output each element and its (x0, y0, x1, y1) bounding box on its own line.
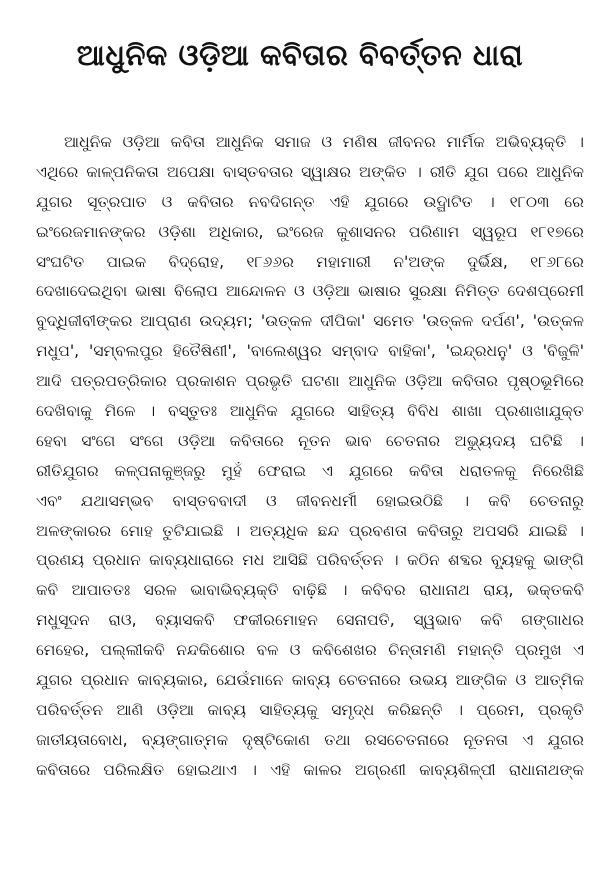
text-line: ବୁଦ୍ଧିଜୀବୀଙ୍କର ଆପ୍ରାଣ ଉଦ୍ୟମ; 'ଉତ୍କଳ ଦୀପିକା' ସମେତ 'ଉତ୍କଳ ଦର୍ପଣ', 'ଉତ୍କଳ (36, 312, 584, 331)
text-line: ଆଦି ପତ୍ରପତ୍ରିକାର ପ୍ରକାଶନ ପ୍ରଭୃତି ଘଟଣା ଆଧୁନିକ ଓଡ଼ିଆ କବିତାର ପୃଷ୍ଠଭୂମିରେ (36, 372, 584, 391)
text-line: ରୀତିଯୁଗର କଳ୍ପନାକୁଞ୍ଜରୁ ମୁହଁ ଫେରାଇ ଏ ଯୁଗରେ କବିତା ଧରାତଳକୁ ନିରେଖିଛି (36, 461, 584, 480)
text-line: ମଧୁସୂଦନ ରାଓ, ବ୍ୟାସକବି ଫକୀରମୋହନ ସେନାପତି, ସ୍ୱଭାବ କବି ଗଙ୍ଗାଧର (36, 611, 584, 630)
text-line: ହେବା ସଂଗେ ସଂଗେ ଓଡ଼ିଆ କବିତାରେ ନୂତନ ଭାବ ଚେତନାର ଅଭ୍ୟୁଦୟ ଘଟିଛି । (36, 431, 584, 450)
text-line: ମଧୁପ', 'ସମ୍ବଲପୁର ହିତୈଷିଣୀ', 'ବାଲେଶ୍ୱର ସମ୍ବାଦ ବାହିକା', 'ଇନ୍ଦ୍ରଧନୁ' ଓ 'ବିଜୁଳି' (36, 342, 584, 361)
text-line: ସଂଘଟିତ ପାଇକ ବିଦ୍ରୋହ, ୧୮୬୬ର ମହାମାରୀ ନ'ଅଙ୍କ ଦୁର୍ଭିକ୍ଷ, ୧୮୬୮ରେ (36, 252, 584, 271)
text-line: ଅଳଙ୍କାରର ମୋହ ତୁଟିଯାଇଛି । ଅତ୍ୟଧିକ ଛନ୍ଦ ପ୍ରବଣତା କବିତାରୁ ଅପସରି ଯାଇଛି । (36, 521, 584, 540)
page-title: ଆଧୁନିକ ଓଡ଼ିଆ କବିତାର ବିବର୍ତ୍ତନ ଧାରା (76, 38, 524, 72)
text-line: କବି ଆପାତତଃ ସରଳ ଭାବାଭିବ୍ୟକ୍ତି ବାଢ଼ିଛି । କବିବର ରାଧାନାଥ ରାୟ, ଭକ୍ତକବି (36, 581, 584, 600)
text-line: ଏଥିରେ କାଳ୍ପନିକତା ଅପେକ୍ଷା ବାସ୍ତବତାର ସ୍ୱାକ୍ଷର ଅଙ୍କିତ । ରୀତି ଯୁଗ ପରେ ଆଧୁନିକ (36, 162, 584, 181)
text-line: ଆଧୁନିକ ଓଡ଼ିଆ କବିତା ଆଧୁନିକ ସମାଜ ଓ ମଣିଷ ଜୀବନର ମାର୍ମିକ ଅଭିବ୍ୟକ୍ତି । (64, 133, 584, 151)
text-line: ଜାତୀୟତାବୋଧ, ବ୍ୟଙ୍ଗାତ୍ମକ ଦୃଷ୍ଟିକୋଣ ତଥା ରସଚେତନାରେ ନୂତନତା ଏ ଯୁଗର (36, 730, 584, 749)
text-line: ଇଂରେଜମାନଙ୍କର ଓଡ଼ିଶା ଅଧିକାର, ଇଂରେଜ କୁଶାସନର ପରିଣାମ ସ୍ୱରୂପ ୧୮୧୭ରେ (36, 222, 584, 241)
text-line: ଦେଖିବାକୁ ମିଳେ । ବସ୍ତୁତଃ ଆଧୁନିକ ଯୁଗରେ ସାହିତ୍ୟ ବିବିଧ ଶାଖା ପ୍ରଶାଖାଯୁକ୍ତ (36, 402, 584, 421)
text-line: ଏବଂ ଯଥାସମ୍ଭବ ବାସ୍ତବବାଦୀ ଓ ଜୀବନଧର୍ମୀ ହୋଇଉଠିଛି । କବି ଚେତନାରୁ (36, 491, 584, 510)
text-line: ଯୁଗର ପ୍ରଧାନ କାବ୍ୟକାର, ଯେଉଁମାନେ କାବ୍ୟ ଚେତନାରେ ଉଭୟ ଆଙ୍ଗିକ ଓ ଆତ୍ମିକ (36, 671, 584, 690)
text-line: ମେହେର, ପଲ୍ଲୀକବି ନନ୍ଦକିଶୋର ବଳ ଓ କବିଶେଖର ଚିନ୍ତାମଣି ମହାନ୍ତି ପ୍ରମୁଖ ଏ (36, 641, 584, 660)
text-line: ଯୁଗର ସୂତ୍ରପାତ ଓ କବିତାର ନବଦିଗନ୍ତ ଏହି ଯୁଗରେ ଉଦ୍ଘାଟିତ । ୧୮୦୩ ରେ (36, 192, 584, 211)
text-line: କବିତାରେ ପରିଲକ୍ଷିତ ହୋଇଥାଏ । ଏହି କାଳର ଅଗ୍ରଣୀ କାବ୍ୟଶିଳ୍ପୀ ରାଧାନାଥଙ୍କ (36, 760, 584, 779)
text-line: ପରିବର୍ତ୍ତନ ଆଣି ଓଡ଼ିଆ କାବ୍ୟ ସାହିତ୍ୟକୁ ସମୃଦ୍ଧ କରିଛନ୍ତି । ପ୍ରେମ, ପ୍ରକୃତି (36, 700, 584, 719)
text-line: ପ୍ରଣୟ ପ୍ରଧାନ କାବ୍ୟଧାରାରେ ମଧ ଆସିଛି ପରିବର୍ତ୍ତନ । କଠିନ ଶବ୍ଦର ବ୍ୟୂହକୁ ଭାଙ୍ଗି (36, 551, 584, 570)
text-line: ଦେଖାଦେଇଥିବା ଭାଷା ବିଲୋପ ଆନ୍ଦୋଳନ ଓ ଓଡ଼ିଆ ଭାଷାର ସୁରକ୍ଷା ନିମିତ୍ତ ଦେଶପ୍ରେମୀ (36, 282, 584, 301)
body-paragraph (36, 128, 584, 786)
